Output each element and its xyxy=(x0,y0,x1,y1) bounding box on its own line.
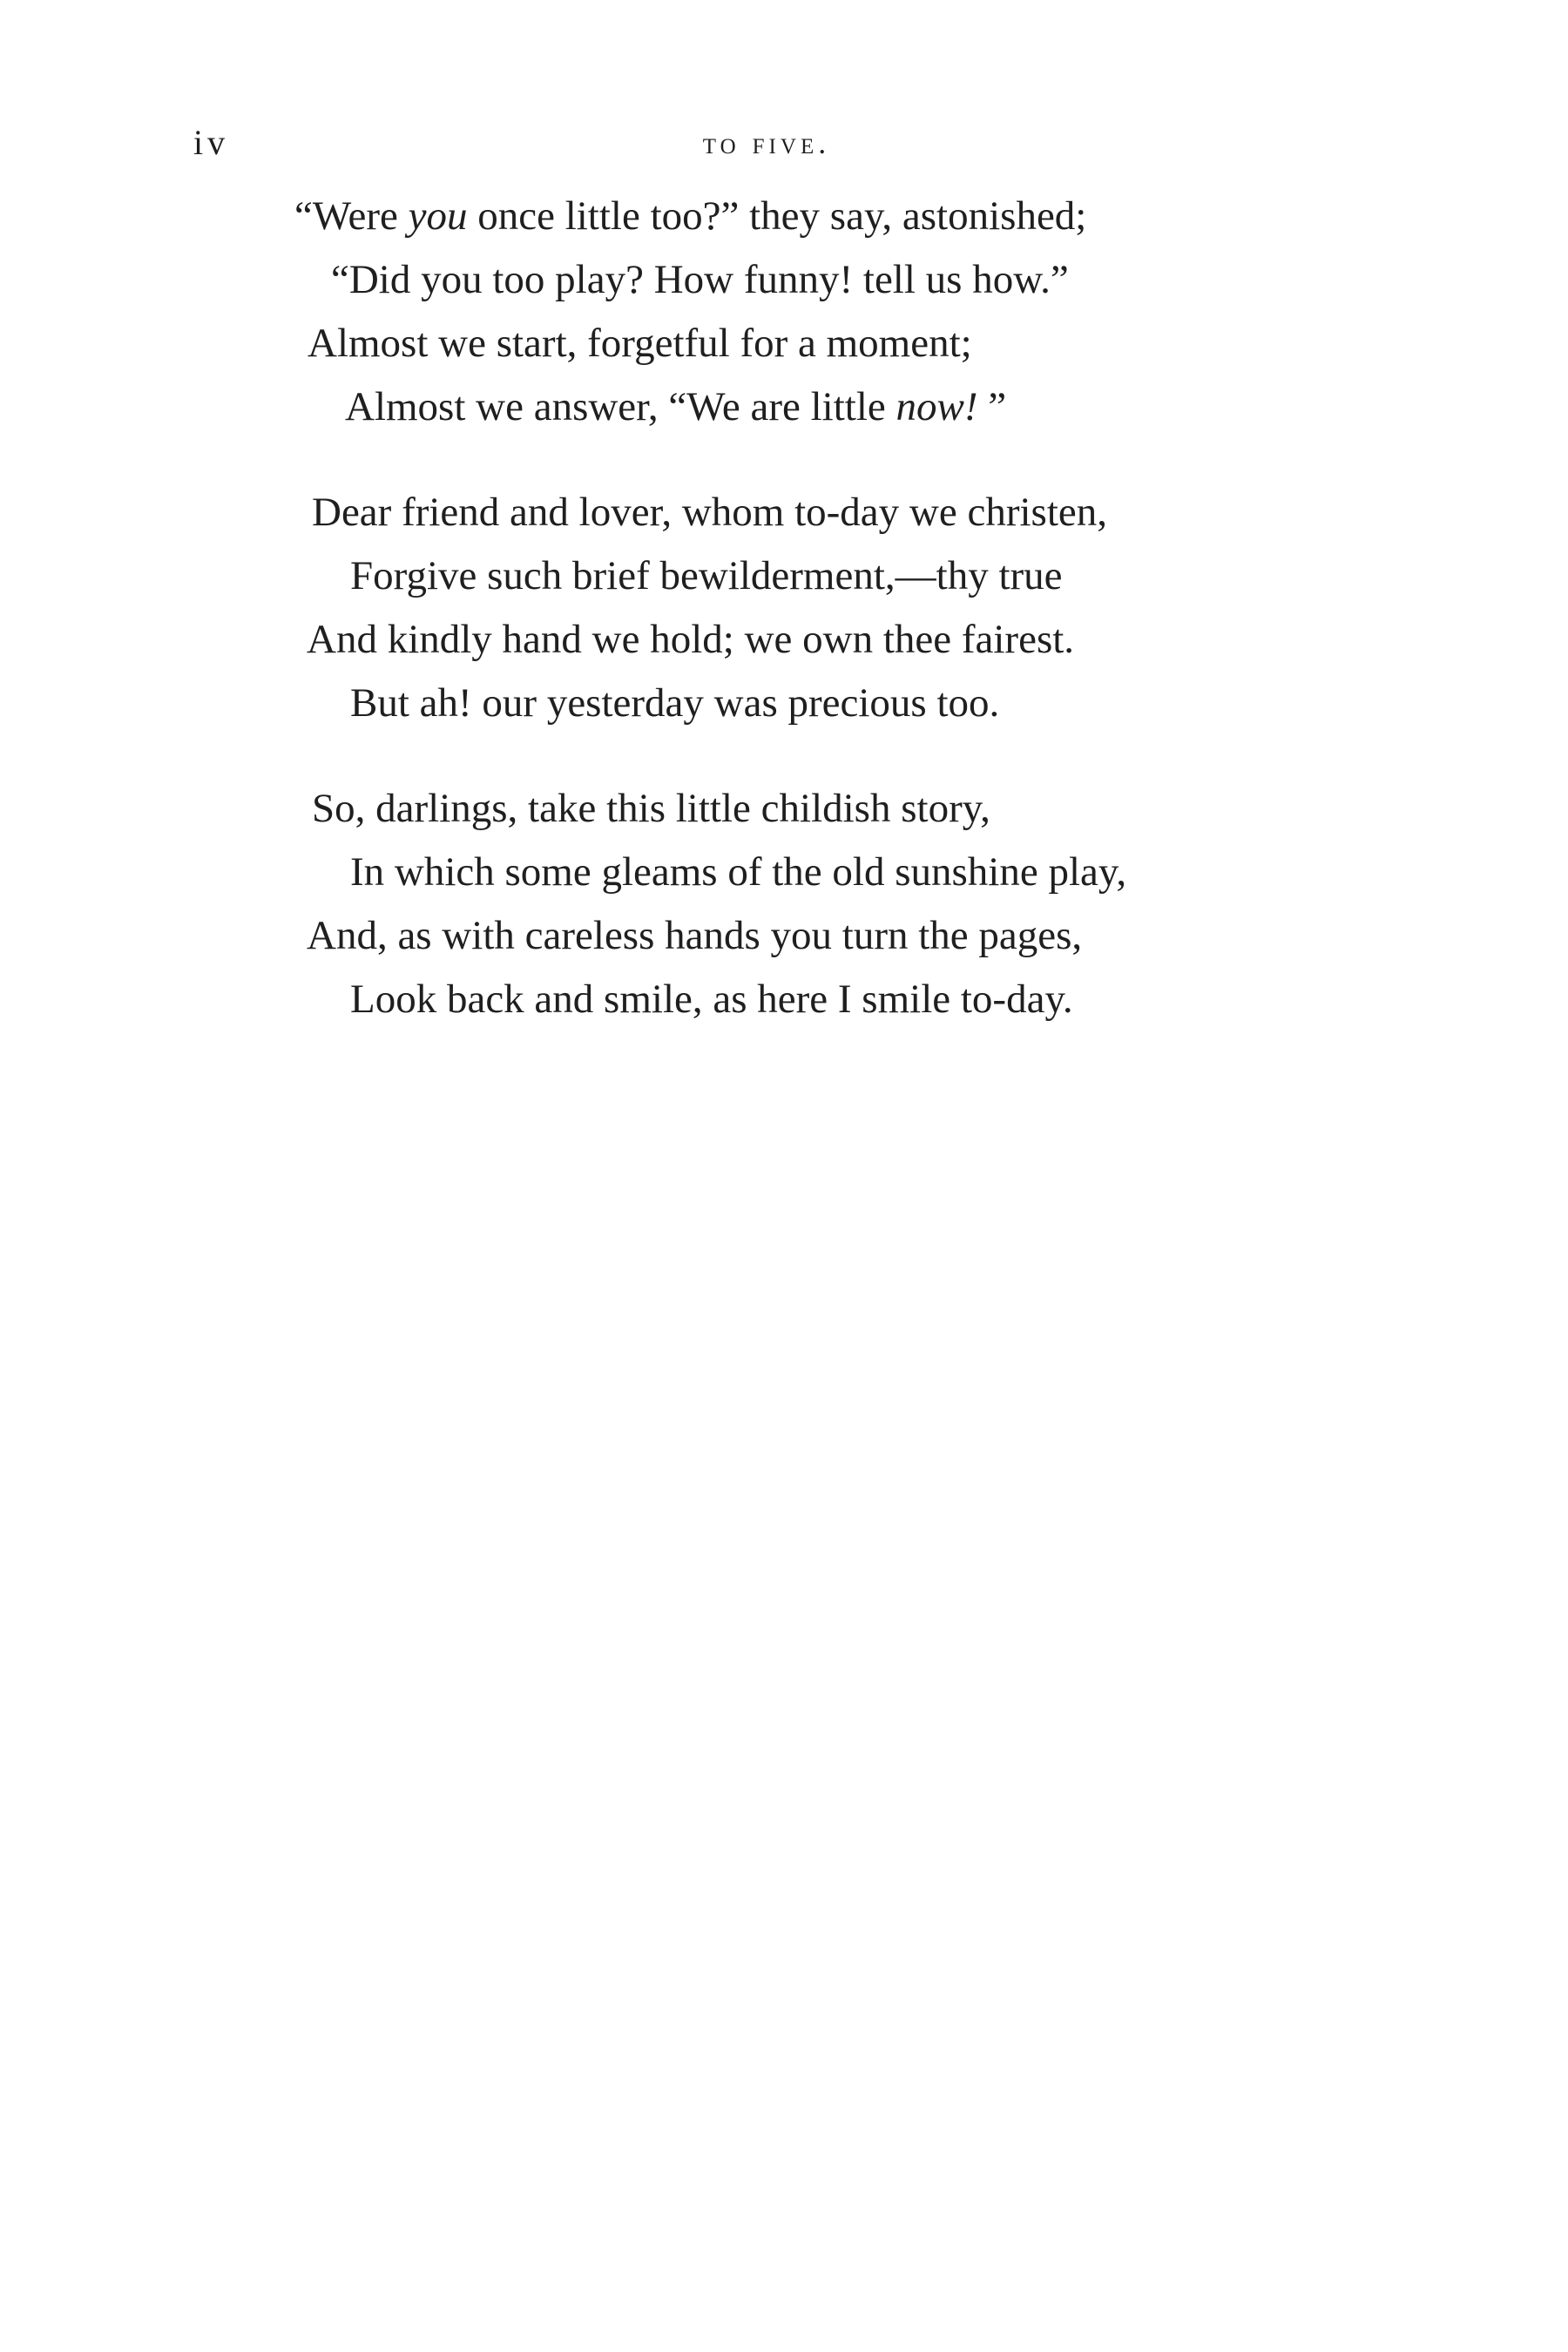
poem-line: And kindly hand we hold; we own thee fairest. xyxy=(307,617,1075,662)
poem-line: In which some gleams of the old sunshine play, xyxy=(350,849,1127,895)
poem-line: Almost we answer, “We are little now! ” xyxy=(345,384,1007,429)
poem-line: “Were you once little too?” they say, astonished; xyxy=(294,193,1087,239)
poem-line: And, as with careless hands you turn the pages, xyxy=(307,913,1083,958)
poem-line: But ah! our yesterday was precious too. xyxy=(350,680,1000,726)
stanza-1 xyxy=(0,185,1568,439)
poem-line: Almost we start, forgetful for a moment; xyxy=(308,321,972,366)
page-number: iv xyxy=(193,123,230,162)
poem-line: So, darlings, take this little childish story, xyxy=(312,786,990,831)
stanza-2 xyxy=(0,481,1568,735)
poem xyxy=(0,185,1568,1073)
poem-line: “Did you too play? How funny! tell us how.” xyxy=(331,257,1069,302)
poem-line: Dear friend and lover, whom to-day we christen, xyxy=(312,490,1107,535)
poem-line: Forgive such brief bewilderment,—thy true xyxy=(350,553,1063,598)
running-head xyxy=(0,117,1568,169)
running-title: to five. xyxy=(702,125,831,160)
stanza-3 xyxy=(0,777,1568,1031)
poem-line: Look back and smile, as here I smile to-day. xyxy=(350,977,1073,1022)
